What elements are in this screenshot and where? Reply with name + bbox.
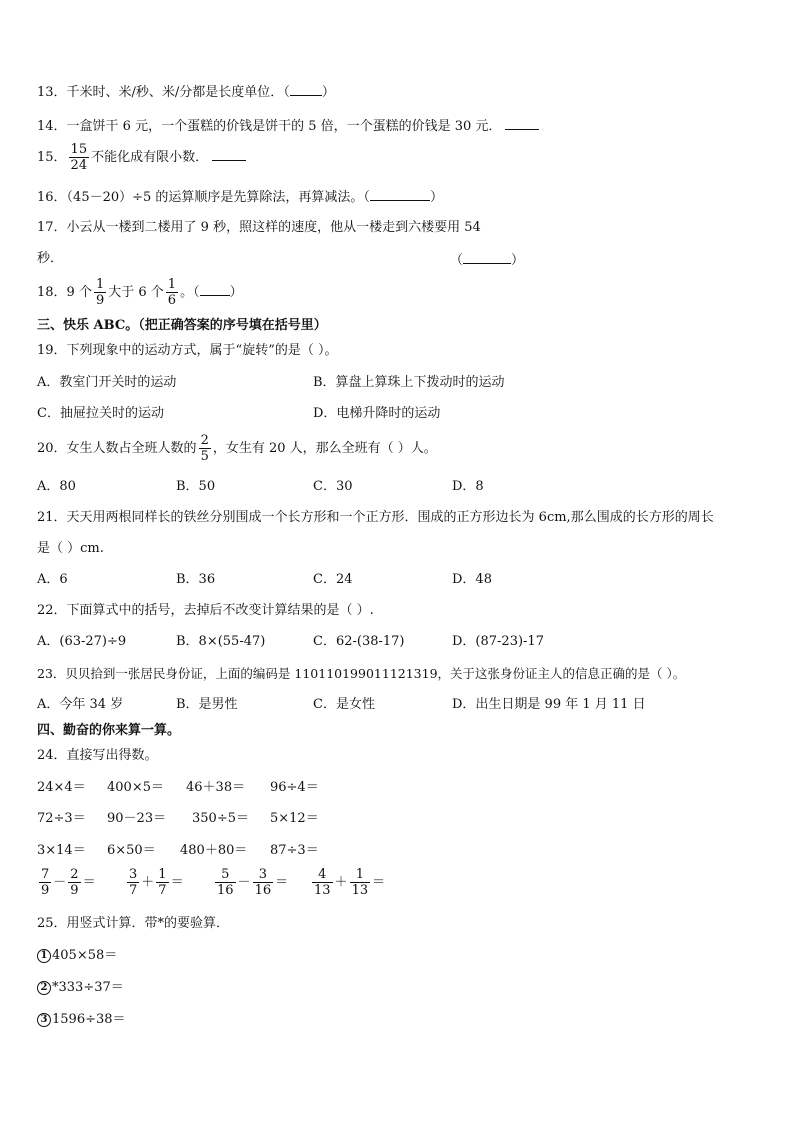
question-24 bbox=[37, 748, 158, 764]
fraction-numerator: 5 bbox=[215, 867, 236, 883]
question-number: 22． bbox=[37, 603, 67, 618]
question-number: 15． bbox=[37, 150, 67, 165]
fraction-numerator: 1 bbox=[158, 867, 167, 882]
fraction-numerator: 2 bbox=[200, 433, 209, 448]
question-text: 用竖式计算．带*的要验算． bbox=[66, 916, 230, 931]
equals: ＝ bbox=[275, 875, 289, 890]
fraction bbox=[199, 433, 211, 464]
fraction-calc-item bbox=[213, 866, 288, 900]
calc-expression: *333÷37＝ bbox=[52, 980, 124, 995]
question-text: 贝贝拾到一张居民身份证，上面的编码是 110110199011121319，关于这张身份证主人的信息正确的是（ ）。 bbox=[65, 666, 686, 681]
question-16 bbox=[37, 188, 443, 206]
fraction-denominator: 16 bbox=[254, 883, 272, 898]
fraction-denominator: 13 bbox=[351, 883, 369, 898]
question-text: ，女生有 20 人，那么全班有（ ）人。 bbox=[212, 441, 437, 456]
paren-left: （ bbox=[283, 85, 290, 100]
circled-number-1: 1 bbox=[37, 949, 51, 963]
calc-item: 24×4＝ bbox=[37, 780, 86, 795]
fraction-calc-item bbox=[125, 866, 184, 900]
option-c[interactable]: C．62-(38-17) bbox=[313, 634, 405, 649]
paren-left: （ bbox=[450, 253, 464, 268]
question-17-line2: 秒． bbox=[37, 251, 64, 266]
fraction bbox=[350, 867, 371, 898]
calc-item: 5×12＝ bbox=[270, 811, 319, 826]
equals: ＝ bbox=[372, 875, 386, 890]
fraction-calc-item bbox=[310, 866, 385, 900]
option-a[interactable]: A．6 bbox=[37, 572, 68, 587]
fraction bbox=[127, 867, 139, 898]
option-b[interactable]: B．算盘上算珠上下拨动时的运动 bbox=[313, 375, 505, 390]
question-text: 天天用两根同样长的铁丝分别围成一个长方形和一个正方形．围成的正方形边长为 6cm,那么围成的长方形的周长 bbox=[66, 510, 714, 525]
question-19 bbox=[37, 343, 337, 359]
question-number: 13． bbox=[37, 85, 67, 100]
section-4-title: 四、勤奋的你来算一算。 bbox=[37, 723, 181, 738]
fraction bbox=[68, 867, 80, 898]
question-text: 小云从一楼到二楼用了 9 秒，照这样的速度，他从一楼走到六楼要用 54 bbox=[66, 220, 481, 235]
calc-item: 350÷5＝ bbox=[192, 811, 249, 826]
fraction-numerator: 7 bbox=[41, 867, 50, 882]
vertical-calc-item bbox=[37, 1012, 126, 1028]
option-d[interactable]: D．出生日期是 99 年 1 月 11 日 bbox=[452, 697, 646, 712]
fraction-denominator: 9 bbox=[70, 883, 79, 898]
option-a[interactable]: A．(63-27)÷9 bbox=[37, 634, 127, 649]
option-a[interactable]: A．教室门开关时的运动 bbox=[37, 375, 177, 390]
calc-expression: 405×58＝ bbox=[52, 948, 118, 963]
question-22 bbox=[37, 603, 374, 619]
question-21 bbox=[37, 510, 714, 526]
calc-item: 87÷3＝ bbox=[270, 843, 319, 858]
circled-number-2: 2 bbox=[37, 981, 51, 995]
fraction-numerator: 1 bbox=[167, 277, 177, 292]
calc-item: 46＋38＝ bbox=[186, 780, 246, 795]
answer-blank[interactable] bbox=[370, 188, 430, 201]
circled-number-3: 3 bbox=[37, 1013, 51, 1027]
question-text: 大于 6 个 bbox=[108, 285, 164, 300]
question-25 bbox=[37, 916, 229, 932]
paren-right: ） bbox=[429, 190, 443, 205]
paren-right: ） bbox=[321, 85, 335, 100]
question-17-paren bbox=[450, 251, 524, 269]
question-text: 女生人数占全班人数的 bbox=[66, 441, 197, 456]
question-number: 16． bbox=[37, 190, 67, 205]
calc-item: 72÷3＝ bbox=[37, 811, 86, 826]
answer-blank[interactable] bbox=[463, 251, 511, 264]
calc-item: 6×50＝ bbox=[107, 843, 156, 858]
fraction bbox=[39, 867, 51, 898]
option-b[interactable]: B．是男性 bbox=[176, 697, 238, 712]
question-23 bbox=[37, 666, 685, 682]
fraction-denominator: 16 bbox=[217, 883, 234, 898]
question-number: 17． bbox=[37, 220, 67, 235]
question-14 bbox=[37, 117, 539, 135]
question-17 bbox=[37, 220, 481, 236]
fraction bbox=[166, 277, 178, 308]
fraction bbox=[215, 867, 236, 898]
option-c[interactable]: C．抽屉拉关时的运动 bbox=[37, 406, 164, 421]
answer-blank[interactable] bbox=[290, 83, 322, 96]
question-text: （45－20）÷5 的运算顺序是先算除法，再算减法。（ bbox=[66, 190, 370, 205]
answer-blank[interactable] bbox=[212, 148, 246, 161]
option-b[interactable]: B．50 bbox=[176, 479, 216, 494]
operator: － bbox=[53, 875, 67, 890]
option-d[interactable]: D．48 bbox=[452, 572, 492, 587]
question-number: 23． bbox=[37, 666, 66, 681]
question-15 bbox=[37, 141, 246, 175]
operator: ＋ bbox=[141, 875, 155, 890]
answer-blank[interactable] bbox=[505, 117, 539, 130]
section-3-title: 三、快乐 ABC。（把正确答案的序号填在括号里） bbox=[37, 318, 327, 333]
paren-right: ） bbox=[229, 285, 243, 300]
equals: ＝ bbox=[170, 875, 184, 890]
question-text: 下面算式中的括号，去掉后不改变计算结果的是（ ）. bbox=[66, 603, 374, 618]
calc-item: 96÷4＝ bbox=[270, 780, 319, 795]
answer-blank[interactable] bbox=[200, 283, 230, 296]
question-number: 19． bbox=[37, 343, 67, 358]
fraction-numerator: 2 bbox=[70, 867, 79, 882]
question-text: 不能化成有限小数． bbox=[91, 150, 209, 165]
fraction-calc-item bbox=[37, 866, 96, 900]
option-d[interactable]: D．电梯升降时的运动 bbox=[313, 406, 441, 421]
fraction-denominator: 13 bbox=[314, 883, 331, 898]
fraction-denominator: 9 bbox=[95, 293, 105, 308]
fraction-denominator: 24 bbox=[70, 158, 88, 173]
fraction bbox=[156, 867, 168, 898]
fraction-denominator: 9 bbox=[41, 883, 50, 898]
option-c[interactable]: C．是女性 bbox=[313, 697, 375, 712]
fraction-numerator: 3 bbox=[129, 867, 138, 882]
question-21-line2: 是（ ）cm. bbox=[37, 541, 104, 556]
question-text: 下列现象中的运动方式，属于“旋转”的是（ ）。 bbox=[66, 343, 338, 358]
question-number: 25． bbox=[37, 916, 67, 931]
paren-right: ） bbox=[511, 253, 525, 268]
equals: ＝ bbox=[82, 875, 96, 890]
question-text: 千米时、米/秒、米/分都是长度单位． bbox=[66, 85, 284, 100]
calc-item: 480＋80＝ bbox=[180, 843, 248, 858]
calc-item: 90－23＝ bbox=[107, 811, 167, 826]
operator: ＋ bbox=[334, 875, 348, 890]
question-text: 。（ bbox=[180, 285, 200, 300]
fraction-denominator: 5 bbox=[200, 449, 209, 464]
calc-expression: 1596÷38＝ bbox=[52, 1012, 126, 1027]
question-number: 18． bbox=[37, 285, 67, 300]
fraction bbox=[94, 277, 106, 308]
question-13 bbox=[37, 83, 335, 101]
fraction-numerator: 3 bbox=[253, 867, 274, 883]
option-b[interactable]: B．36 bbox=[176, 572, 216, 587]
question-text: 9 个 bbox=[66, 285, 92, 300]
vertical-calc-item bbox=[37, 948, 117, 964]
operator: － bbox=[237, 875, 251, 890]
option-b[interactable]: B．8×(55-47) bbox=[176, 634, 266, 649]
question-text: 直接写出得数。 bbox=[66, 748, 158, 763]
option-a[interactable]: A．80 bbox=[37, 479, 76, 494]
fraction-numerator: 1 bbox=[95, 277, 105, 292]
fraction-denominator: 6 bbox=[167, 293, 177, 308]
fraction bbox=[312, 867, 333, 898]
question-18 bbox=[37, 276, 243, 310]
fraction-denominator: 7 bbox=[158, 883, 167, 898]
calc-item: 400×5＝ bbox=[107, 780, 164, 795]
fraction-numerator: 4 bbox=[312, 867, 333, 883]
question-20 bbox=[37, 432, 437, 466]
calc-item: 3×14＝ bbox=[37, 843, 86, 858]
fraction bbox=[69, 142, 90, 173]
option-d[interactable]: D．8 bbox=[452, 479, 484, 494]
option-c[interactable]: C．30 bbox=[313, 479, 353, 494]
vertical-calc-item bbox=[37, 980, 124, 996]
option-a[interactable]: A．今年 34 岁 bbox=[37, 697, 124, 712]
option-c[interactable]: C．24 bbox=[313, 572, 353, 587]
question-number: 21． bbox=[37, 510, 67, 525]
fraction bbox=[253, 867, 274, 898]
fraction-numerator: 1 bbox=[350, 867, 371, 883]
fraction-numerator: 15 bbox=[70, 142, 88, 157]
question-text: 一盒饼干 6 元，一个蛋糕的价钱是饼干的 5 倍，一个蛋糕的价钱是 30 元． bbox=[66, 119, 502, 134]
question-number: 14． bbox=[37, 119, 67, 134]
question-number: 24． bbox=[37, 748, 67, 763]
fraction-denominator: 7 bbox=[129, 883, 138, 898]
option-d[interactable]: D．(87-23)-17 bbox=[452, 634, 544, 649]
question-number: 20． bbox=[37, 441, 67, 456]
